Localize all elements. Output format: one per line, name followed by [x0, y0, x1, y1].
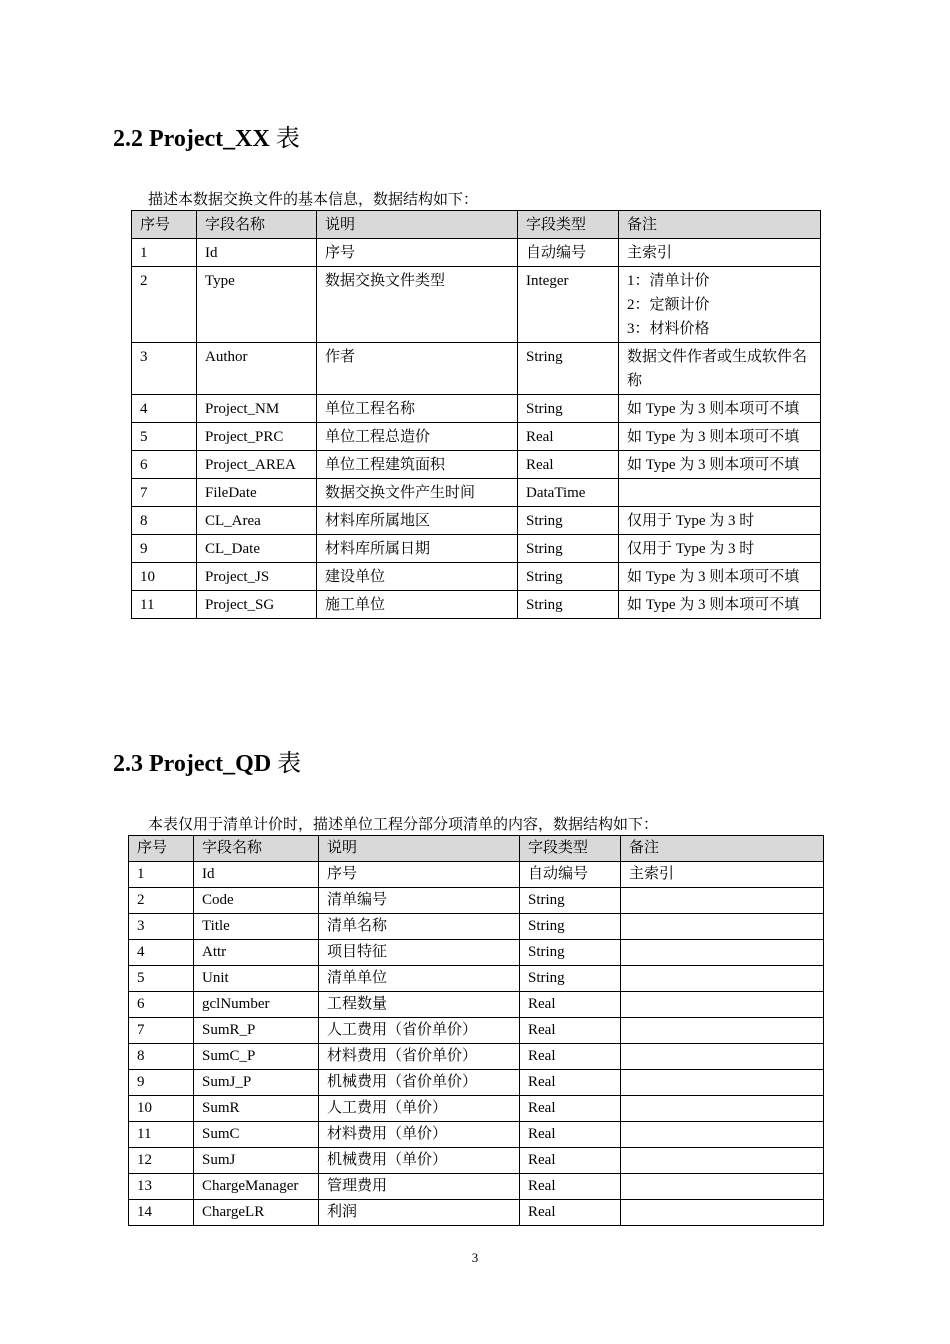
cell-type: Real — [518, 423, 619, 451]
column-header: 字段名称 — [194, 836, 319, 862]
cell-type: String — [518, 535, 619, 563]
cell-no: 2 — [129, 888, 194, 914]
table-row — [129, 966, 824, 992]
cell-desc: 序号 — [319, 862, 520, 888]
cell-desc: 工程数量 — [319, 992, 520, 1018]
cell-note — [619, 479, 821, 507]
note-line: 如 Type 为 3 则本项可不填 — [627, 457, 800, 473]
cell-type: Real — [520, 1070, 621, 1096]
section-heading-project-xx: 2.2 Project_XX 表 — [113, 126, 300, 152]
cell-desc: 数据交换文件产生时间 — [317, 479, 518, 507]
cell-field: Unit — [194, 966, 319, 992]
cell-type: DataTime — [518, 479, 619, 507]
cell-note — [619, 423, 821, 451]
cell-no: 3 — [132, 343, 197, 395]
cell-type: String — [520, 914, 621, 940]
cell-note — [621, 862, 824, 888]
table-row — [129, 940, 824, 966]
table-row — [132, 423, 821, 451]
table-row — [129, 1018, 824, 1044]
note-line: 如 Type 为 3 则本项可不填 — [627, 401, 800, 417]
section-intro-project-xx: 描述本数据交换文件的基本信息，数据结构如下： — [148, 192, 479, 208]
cell-no: 11 — [132, 591, 197, 619]
cell-note — [621, 914, 824, 940]
cell-no: 6 — [132, 451, 197, 479]
cell-type: String — [518, 507, 619, 535]
cell-desc: 清单单位 — [319, 966, 520, 992]
cell-field: CL_Area — [197, 507, 317, 535]
note-line: 主索引 — [629, 866, 675, 882]
cell-desc: 机械费用（单价） — [319, 1148, 520, 1174]
note-line: 1：清单计价 — [627, 273, 710, 289]
cell-field: Project_SG — [197, 591, 317, 619]
cell-field: SumC_P — [194, 1044, 319, 1070]
note-line: 主索引 — [627, 245, 673, 261]
cell-field: Type — [197, 267, 317, 343]
cell-note — [619, 535, 821, 563]
cell-note — [621, 888, 824, 914]
cell-field: gclNumber — [194, 992, 319, 1018]
cell-type: Real — [520, 1044, 621, 1070]
table-row — [129, 1174, 824, 1200]
cell-desc: 材料费用（省价单价） — [319, 1044, 520, 1070]
cell-no: 10 — [129, 1096, 194, 1122]
cell-field: SumR_P — [194, 1018, 319, 1044]
column-header: 序号 — [132, 211, 197, 239]
cell-desc: 数据交换文件类型 — [317, 267, 518, 343]
cell-field: Project_AREA — [197, 451, 317, 479]
cell-desc: 序号 — [317, 239, 518, 267]
cell-desc: 建设单位 — [317, 563, 518, 591]
table-row — [132, 535, 821, 563]
table-row — [132, 563, 821, 591]
cell-note — [621, 1148, 824, 1174]
cell-desc: 施工单位 — [317, 591, 518, 619]
table-row — [129, 992, 824, 1018]
cell-note — [621, 1044, 824, 1070]
cell-no: 4 — [132, 395, 197, 423]
column-header: 字段名称 — [197, 211, 317, 239]
cell-desc: 材料库所属地区 — [317, 507, 518, 535]
table-row — [132, 239, 821, 267]
cell-field: SumC — [194, 1122, 319, 1148]
table-row — [132, 479, 821, 507]
cell-type: 自动编号 — [518, 239, 619, 267]
cell-note — [621, 992, 824, 1018]
cell-note — [621, 1174, 824, 1200]
table-row — [129, 1044, 824, 1070]
cell-no: 4 — [129, 940, 194, 966]
note-line: 仅用于 Type 为 3 时 — [627, 541, 755, 557]
cell-type: Real — [520, 992, 621, 1018]
cell-type: Real — [520, 1200, 621, 1226]
table-row — [132, 591, 821, 619]
cell-field: FileDate — [197, 479, 317, 507]
cell-note — [619, 343, 821, 395]
cell-desc: 材料库所属日期 — [317, 535, 518, 563]
table-row — [129, 1122, 824, 1148]
table-row — [129, 1148, 824, 1174]
cell-desc: 利润 — [319, 1200, 520, 1226]
note-line: 2：定额计价 — [627, 297, 710, 313]
table-row — [129, 1096, 824, 1122]
column-header: 备注 — [621, 836, 824, 862]
cell-desc: 清单编号 — [319, 888, 520, 914]
note-line: 如 Type 为 3 则本项可不填 — [627, 429, 800, 445]
cell-field: Id — [194, 862, 319, 888]
note-line: 如 Type 为 3 则本项可不填 — [627, 569, 800, 585]
table-row — [132, 267, 821, 343]
column-header: 字段类型 — [518, 211, 619, 239]
cell-no: 5 — [132, 423, 197, 451]
cell-desc: 作者 — [317, 343, 518, 395]
cell-no: 10 — [132, 563, 197, 591]
section-intro-project-qd: 本表仅用于清单计价时，描述单位工程分部分项清单的内容，数据结构如下： — [148, 817, 659, 833]
cell-field: Project_JS — [197, 563, 317, 591]
table-row — [132, 451, 821, 479]
cell-note — [621, 1122, 824, 1148]
cell-note — [621, 1096, 824, 1122]
cell-type: Real — [518, 451, 619, 479]
section-heading-project-qd: 2.3 Project_QD 表 — [113, 751, 302, 777]
cell-desc: 单位工程总造价 — [317, 423, 518, 451]
cell-no: 1 — [129, 862, 194, 888]
cell-type: String — [518, 591, 619, 619]
cell-field: Code — [194, 888, 319, 914]
cell-note — [621, 1070, 824, 1096]
cell-no: 11 — [129, 1122, 194, 1148]
cell-type: Real — [520, 1096, 621, 1122]
cell-type: String — [520, 940, 621, 966]
cell-desc: 项目特征 — [319, 940, 520, 966]
cell-type: Integer — [518, 267, 619, 343]
cell-no: 9 — [129, 1070, 194, 1096]
cell-note — [619, 267, 821, 343]
cell-no: 14 — [129, 1200, 194, 1226]
column-header: 字段类型 — [520, 836, 621, 862]
table-row — [132, 395, 821, 423]
cell-note — [619, 563, 821, 591]
column-header: 说明 — [319, 836, 520, 862]
column-header: 备注 — [619, 211, 821, 239]
cell-no: 8 — [129, 1044, 194, 1070]
cell-type: String — [518, 343, 619, 395]
cell-field: ChargeLR — [194, 1200, 319, 1226]
table-project-qd — [128, 835, 824, 1226]
cell-field: Id — [197, 239, 317, 267]
column-header: 序号 — [129, 836, 194, 862]
cell-note — [619, 395, 821, 423]
cell-no: 7 — [129, 1018, 194, 1044]
cell-field: Author — [197, 343, 317, 395]
table-row — [129, 1070, 824, 1096]
table-row — [132, 343, 821, 395]
cell-no: 12 — [129, 1148, 194, 1174]
cell-no: 2 — [132, 267, 197, 343]
cell-note — [621, 966, 824, 992]
table-header-row — [129, 836, 824, 862]
cell-note — [619, 451, 821, 479]
cell-field: Attr — [194, 940, 319, 966]
page-number: 3 — [471, 1250, 479, 1265]
cell-desc: 人工费用（省价单价） — [319, 1018, 520, 1044]
cell-type: Real — [520, 1174, 621, 1200]
cell-note — [621, 940, 824, 966]
cell-desc: 人工费用（单价） — [319, 1096, 520, 1122]
cell-no: 9 — [132, 535, 197, 563]
note-line: 仅用于 Type 为 3 时 — [627, 513, 755, 529]
cell-note — [619, 591, 821, 619]
cell-desc: 管理费用 — [319, 1174, 520, 1200]
table-row — [132, 507, 821, 535]
table-header-row — [132, 211, 821, 239]
cell-no: 1 — [132, 239, 197, 267]
cell-type: Real — [520, 1018, 621, 1044]
table-row — [129, 1200, 824, 1226]
table-row — [129, 888, 824, 914]
cell-field: ChargeManager — [194, 1174, 319, 1200]
cell-no: 7 — [132, 479, 197, 507]
column-header: 说明 — [317, 211, 518, 239]
cell-note — [621, 1018, 824, 1044]
cell-field: Project_NM — [197, 395, 317, 423]
cell-field: SumR — [194, 1096, 319, 1122]
cell-no: 8 — [132, 507, 197, 535]
cell-type: Real — [520, 1148, 621, 1174]
cell-type: Real — [520, 1122, 621, 1148]
cell-field: Title — [194, 914, 319, 940]
table-row — [129, 914, 824, 940]
cell-type: String — [518, 395, 619, 423]
cell-field: SumJ — [194, 1148, 319, 1174]
cell-no: 5 — [129, 966, 194, 992]
cell-no: 13 — [129, 1174, 194, 1200]
cell-desc: 机械费用（省价单价） — [319, 1070, 520, 1096]
cell-desc: 单位工程建筑面积 — [317, 451, 518, 479]
note-line: 3：材料价格 — [627, 321, 710, 337]
cell-note — [619, 507, 821, 535]
cell-no: 3 — [129, 914, 194, 940]
cell-type: 自动编号 — [520, 862, 621, 888]
cell-desc: 材料费用（单价） — [319, 1122, 520, 1148]
table-row — [129, 862, 824, 888]
note-line: 如 Type 为 3 则本项可不填 — [627, 597, 800, 613]
note-line: 数据文件作者或生成软件名称 — [627, 349, 808, 389]
cell-field: SumJ_P — [194, 1070, 319, 1096]
cell-field: CL_Date — [197, 535, 317, 563]
table-project-xx — [131, 210, 821, 619]
cell-note — [621, 1200, 824, 1226]
cell-type: String — [520, 888, 621, 914]
cell-desc: 单位工程名称 — [317, 395, 518, 423]
cell-no: 6 — [129, 992, 194, 1018]
cell-type: String — [520, 966, 621, 992]
cell-type: String — [518, 563, 619, 591]
cell-desc: 清单名称 — [319, 914, 520, 940]
cell-field: Project_PRC — [197, 423, 317, 451]
cell-note — [619, 239, 821, 267]
